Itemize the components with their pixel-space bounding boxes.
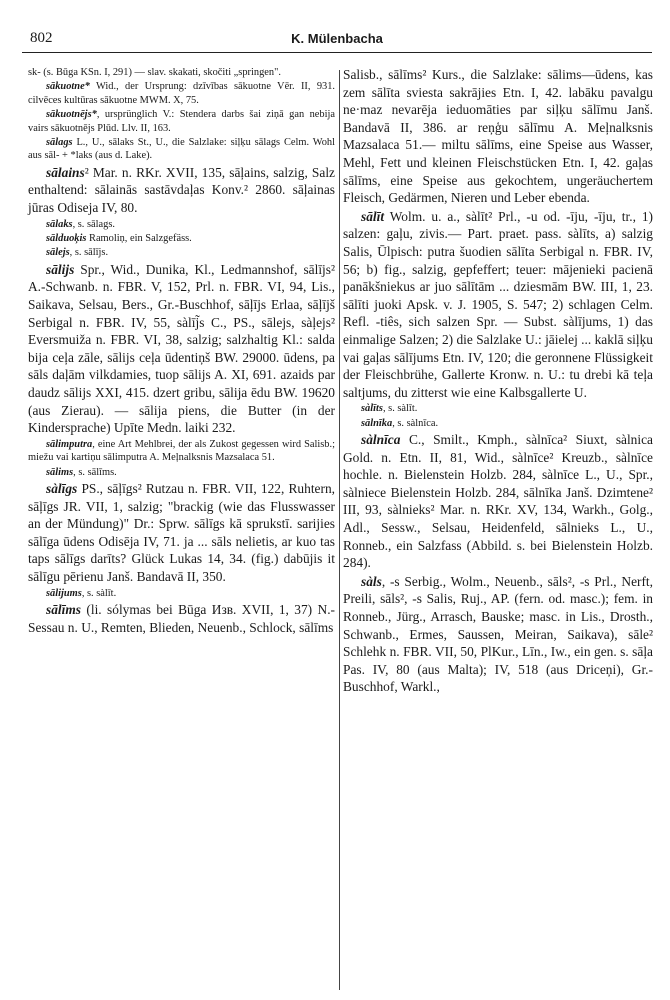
entry-text: , s. sàlnīca. — [392, 417, 439, 429]
dictionary-entry — [28, 66, 335, 79]
entry-headword: sàlīgs — [46, 481, 78, 496]
entry-headword: sālejs — [46, 247, 70, 259]
entry-text: sk- (s. Būga KSn. I, 291) — slav. skakati, skočiti „springen". — [28, 67, 281, 78]
dictionary-entry — [28, 246, 335, 259]
dictionary-entry — [28, 164, 339, 217]
entry-headword: sālags — [46, 137, 73, 149]
dictionary-entry — [28, 480, 339, 586]
entry-headword: sālīt — [361, 208, 385, 224]
entry-text: , s. sālīms. — [73, 466, 117, 478]
entry-text: PS., sāļīgs² Rutzau n. FBR. VII, 122, Ruhtern, sāļīgs JR. VII, 1, salzig; "brackig (wie das Flusswasser an der Mündung)" Dr.: Sprw. sālīgs kā sprukstī. sarijies sālīga ūdens Odisēja IV, 71. ja ... sāls nelietis, ar kuo tas taps sālīgs darīts? Glück Lukas 14, 34. (fig.) dabūjis it sālīgu pērienu Janš. Bandavā II, 350. — [28, 481, 339, 584]
entry-headword: sālijs — [46, 261, 75, 277]
dictionary-entry — [343, 431, 657, 572]
entry-text: Spr., Wid., Dunika, Kl., Ledmannshof, sālījs² A.-Schwanb. n. FBR. V, 152, Prl. n. FBR. VI, 94, Lis., Saikava, Selsau, Bers., Gr.-Buschhof, sāļījs Erlaa, sāļījš Serbigal n. FBR. IV, 55, sàlīj̃s C., PS., sālejs, sàļejs² Eversmuiža n. FBR. VI, 38, salzig; salzhaltig Kl.: salda bija ceļa zāle, sālijs ceļa ūdentiņš BW. 29000. ūdens, pa sāls daļām vilkdamies, tuop sālijs A. XI, 691. azaids par daudz sālijs XXI, 415. dzert gribu, sālija ēdu BW. 19620 (aus Zierau). — sālija piens, die Butter (in der Kindersprache) Upīte Medn. laiki 232. — [28, 261, 339, 436]
entry-headword: sālijums — [46, 587, 82, 599]
dictionary-entry — [343, 208, 657, 402]
dictionary-entry — [28, 136, 338, 163]
entry-text: L., U., sālaks St., U., die Salzlake: siļķu sālags Celm. Wohl aus sāl- + *laks (aus d. Lake). — [28, 137, 338, 162]
dictionary-entry — [28, 261, 339, 437]
entry-text: Wid., der Ursprung: dzīvības sākuotne Vēr. II, 931. cilvēces kultūras sākuotne MWM. X, 75. — [28, 81, 338, 106]
entry-headword: sālims — [46, 466, 74, 478]
page-header — [22, 30, 652, 52]
entry-text: Wolm. u. a., sàlīt² Prl., -u od. -īju, -īju, tr., 1) salzen: gaļu, zivis.— Part. praet. pass. sàlīts, a) salzig Salis, Ūlpisch: putra šuodien sālīta Serbigal n. FBR. IV, 56; b) fig., salzig, gepfeffert; teuer: mājenieki pacienā panākšniekus ar juo sālītām ... dziesmām BW. III, 1, 23. sālīti juoki Apsk. v. J. 1905, S. 547; 2) schlagen Celm. Refl. -tiês, sich salzen Spr. — Subst. sàlījums, 1) das einmalige Salzen; 2) die Salzlake U.: jāielej ... kaklā siļķu vai gaļas sālījums Etn. IV, 120; die geronnene Flüssigkeit der Fleischbrühe, Gallerte Kronw. n. U.: tu drebi kā teļa saltjums, du zitterst wie eine Kalbsgallerte U. — [343, 208, 657, 400]
entry-headword: sākuotne* — [46, 81, 90, 93]
entry-headword: sàls — [361, 573, 382, 589]
entry-text: , -s Serbig., Wolm., Neuenb., sāls², -s Prl., Nerft, Preili, sāls², -s Salis, Ruj., AP. (fern. od. masc.); fem. in Ronneb., Jürg., Arrasch, Bauske; masc. in Lis., Drosth., Schwanb., Ermes, Saussen, Meiran, Saikava), sāle² Schlehk n. FBR. VII, 50, PlKur., Līn., Iw., ein gen. s. sāļa Pas. IV, 80 (aus Malta); IV, 518 (aus Driceņi), Gr.-Buschhof, Warkl., — [343, 573, 657, 695]
header-rule — [22, 52, 652, 53]
entry-headword: sālduoķis — [46, 233, 87, 245]
entry-headword: sākuotnējs* — [46, 109, 97, 121]
entry-text: (li. sólymas bei Būga Изв. XVII, 1, 37) N.-Sessau n. U., Remten, Blieden, Neuenb., Schlock, sālīms — [28, 601, 335, 635]
entry-text: Ramoliņ, ein Salzgefäss. — [86, 233, 192, 245]
entry-headword: sālnīka — [361, 417, 393, 429]
entry-headword: sālaks — [46, 218, 73, 230]
dictionary-entry — [343, 402, 653, 415]
entry-headword: sālīms — [46, 601, 81, 617]
running-title: K. Mülenbacha — [291, 31, 383, 46]
entry-headword: sālains — [46, 164, 85, 180]
entry-text: , s. sàlīt. — [81, 587, 117, 599]
page-number: 802 — [30, 30, 53, 46]
entry-headword: sàlīts — [361, 403, 383, 415]
right-column — [343, 66, 657, 996]
dictionary-entry — [343, 66, 657, 207]
dictionary-entry — [28, 587, 335, 600]
left-column — [28, 66, 339, 996]
entry-text: , s. sàlīt. — [382, 403, 418, 415]
dictionary-entry — [28, 80, 338, 107]
entry-text: , s. sālījs. — [69, 247, 109, 259]
entry-text: , s. sālags. — [72, 218, 115, 230]
dictionary-entry — [343, 417, 653, 430]
column-divider — [339, 70, 340, 990]
dictionary-entry — [28, 218, 335, 231]
entry-text: Salisb., sālīms² Kurs., die Salzlake: sālims—ūdens, kas zem sālīta sviesta sakrājies Etn. I, 42. labāku pavalgu ne·maz nevarēja ieduomāties par siļķu sālīmu Janš. Bandavā II, 386. ar reņģu sālīmu A. Meļnalksnis Mazsalaca 51.— miltu sālīms, eine Speise aus Wasser, Mehl, Fett und kleinen Fleischstücken Etn. I, 42. gaļas sālīms, eine Speise aus gekochtem, ungeräuchertem Fleisch, Gedärmen, Nieren und Leber ebenda. — [343, 67, 657, 206]
dictionary-entry — [28, 232, 335, 245]
entry-text: , ursprünglich V.: Stendera darbs šai ziņā gan nebija vairs sākuotnējs Plūd. Llv. II, 163. — [28, 109, 338, 134]
dictionary-entry — [28, 438, 338, 465]
dictionary-entry — [28, 466, 335, 479]
entry-headword: sālimputra — [46, 438, 93, 450]
entry-text: C., Smilt., Kmph., sàlnīca² Siuxt, sàlnica Gold. n. Etn. II, 81, Wid., sàlnīce² Kreuzb., sàlnīce hochle. n. Bielenstein Holzb. 284, sàlnīce L., U., Spr., sàlniece Bielenstein Holzb. 284, sālnīka Janš. Dzimtene² III, 93, sàlnieks² Mar. n. RKr. XV, 134, Warkh., Golg., Adl., Sessw., Selsau, Heidenfeld, sālnieks L., U., Ronneb., ein Salzfass (Abbild. s. bei Bielenstein Holzb. 284). — [343, 432, 657, 571]
entry-headword: sàlnīca — [361, 432, 401, 448]
dictionary-entry — [28, 601, 335, 636]
entry-text: , eine Art Mehlbrei, der als Zukost gegessen wird Salisb.; miežu vai kartiņu sālimputra A. Meļnalksnis Mazsalaca 51. — [28, 438, 338, 464]
dictionary-entry — [343, 573, 657, 696]
entry-text: ² Mar. n. RKr. XVII, 135, sāļains, salzig, Salz enthaltend: sālainās sastāvdaļas Konv.² 2860. sāļainas jūras Odiseja IV, 80. — [28, 164, 339, 216]
dictionary-entry — [28, 108, 338, 135]
